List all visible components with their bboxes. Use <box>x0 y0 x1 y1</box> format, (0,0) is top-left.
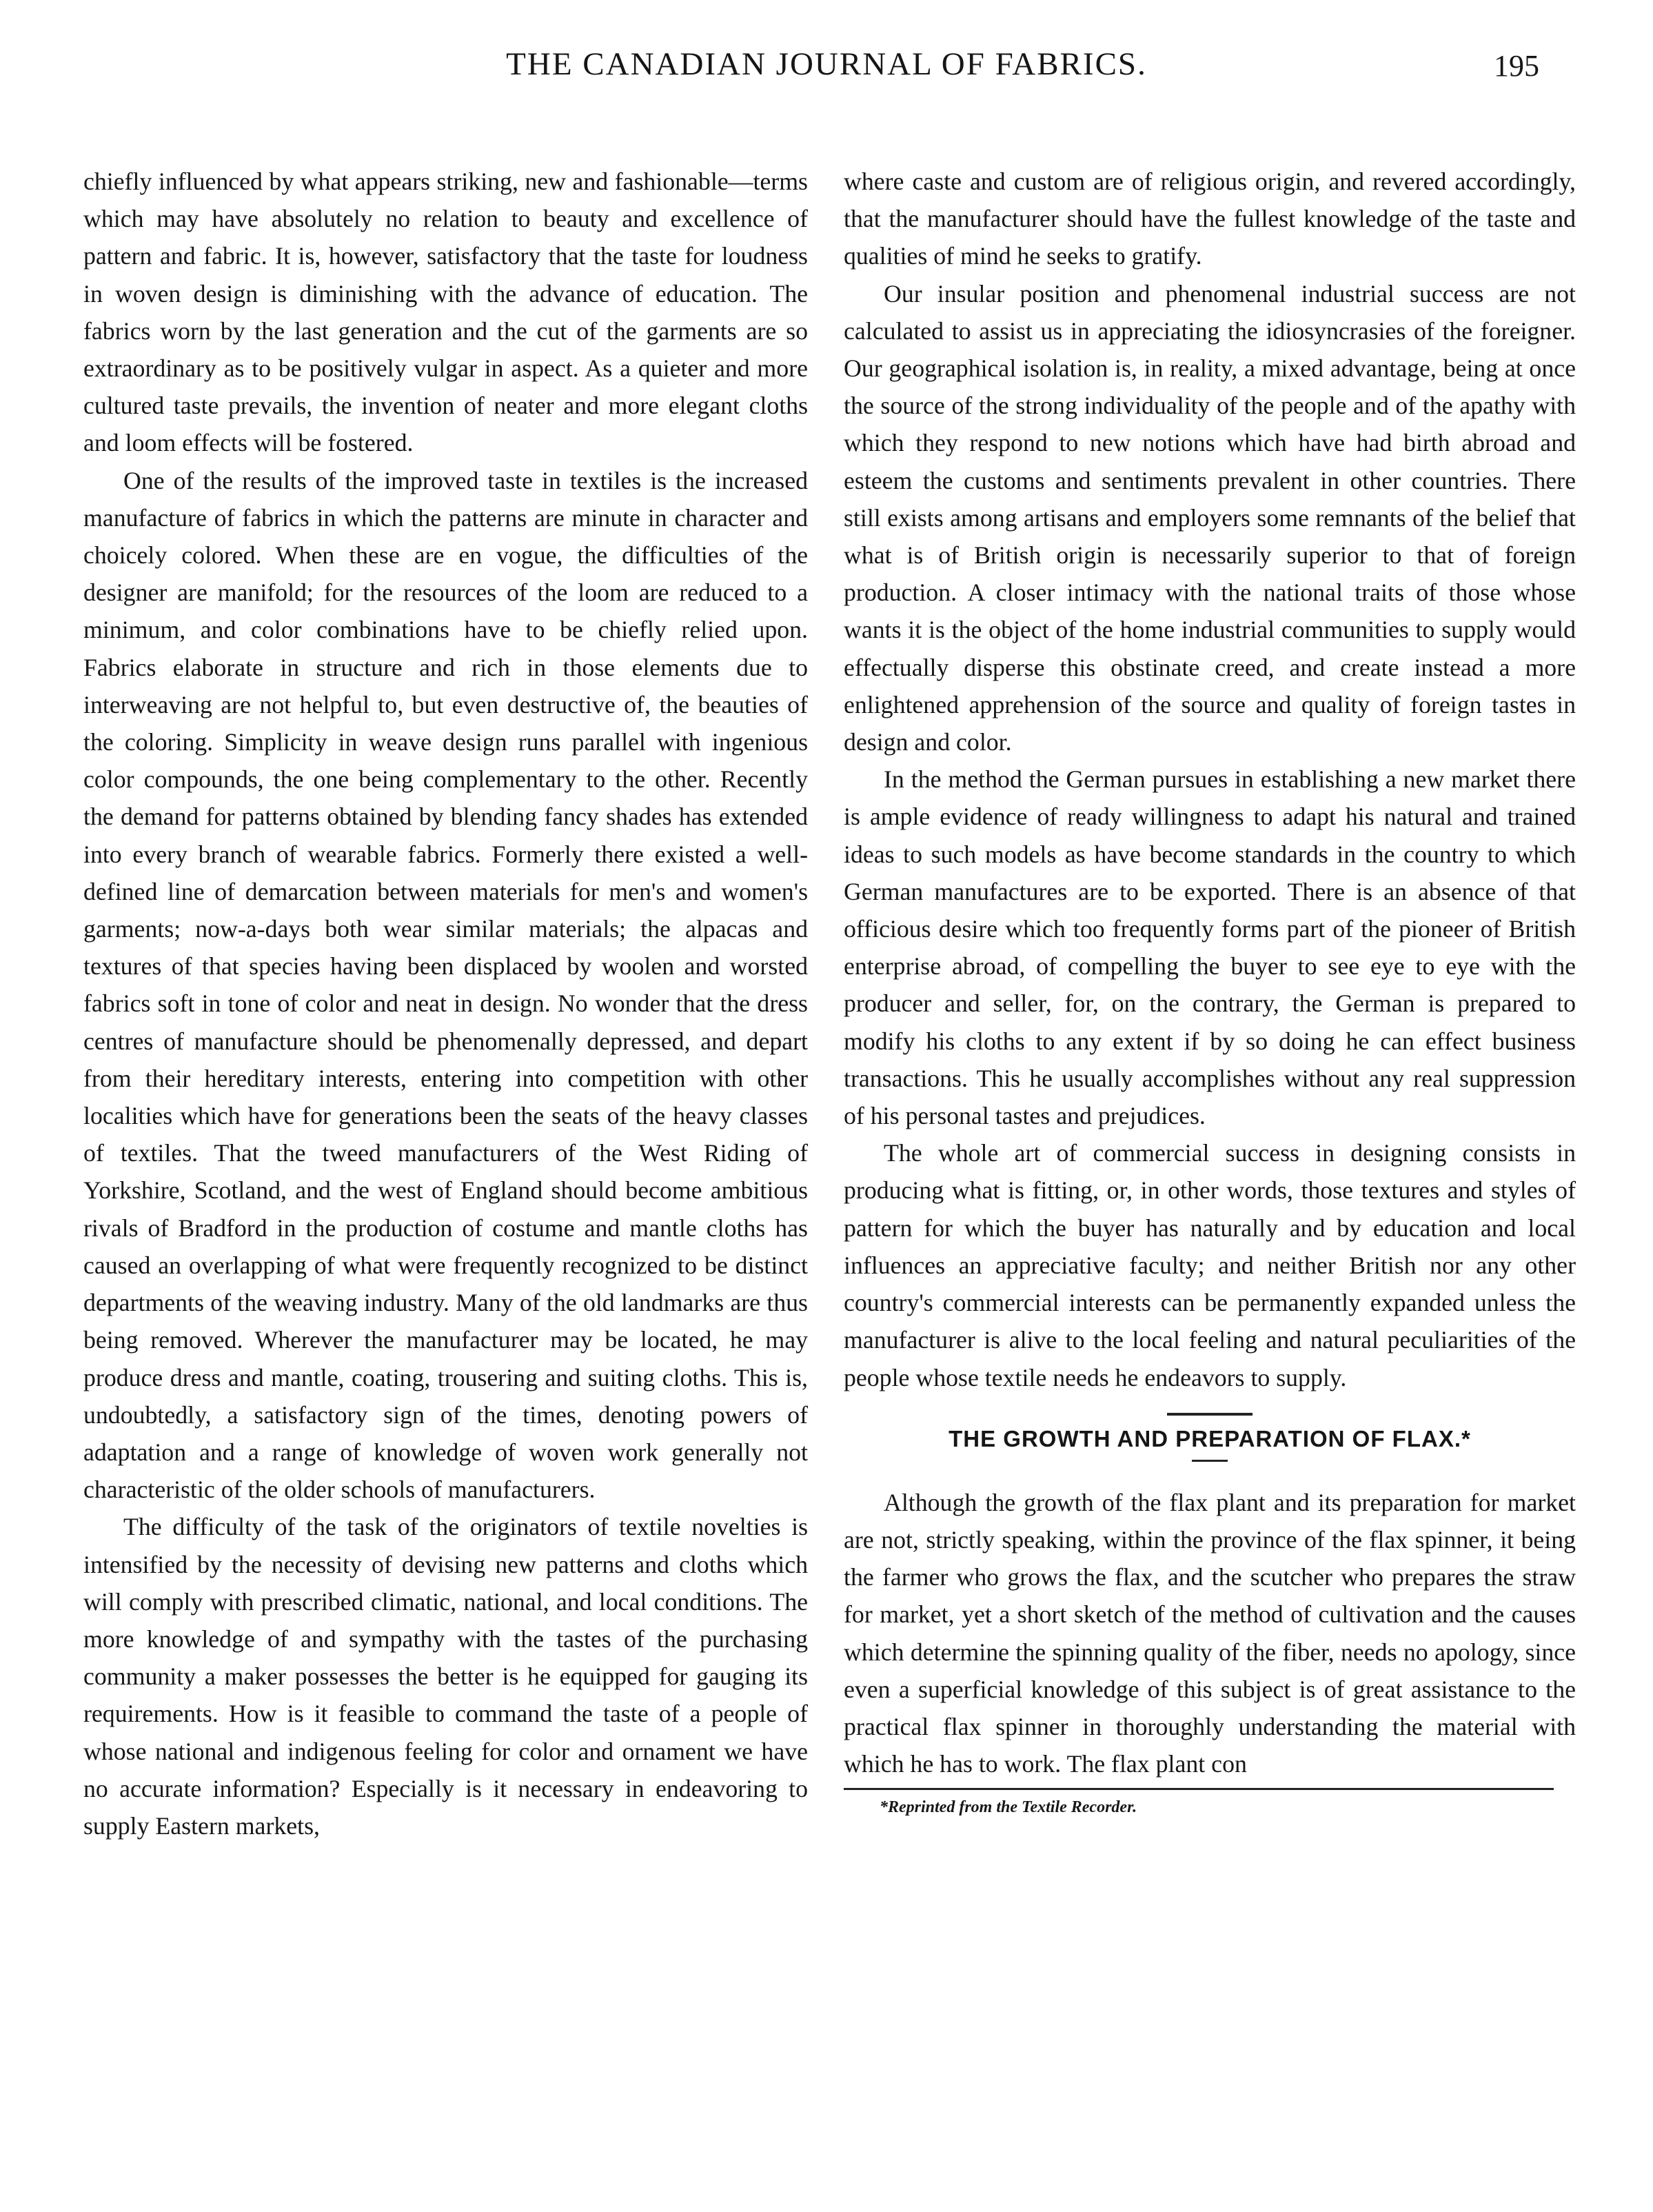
paragraph: where caste and custom are of religious origin, and revered accordingly, that the manufacturer should have the fullest knowledge of the taste and qualities of mind he seeks to gratify. <box>844 168 1576 270</box>
paragraph: chiefly influenced by what appears striking, new and fashionable—terms which may have absolutely no relation to beauty and excellence of pattern and fabric. It is, however, satisfactory that the taste for loudness in woven design is diminishing with the advance of education. The fabrics worn by the last generation and the cut of the garments are so extraordinary as to be positively vulgar in aspect. As a quieter and more cultured taste prevails, the invention of neater and more elegant cloths and loom effects will be fostered. <box>83 168 808 457</box>
footnote: *Reprinted from the Textile Recorder. <box>880 1798 1137 1817</box>
paragraph: In the method the German pursues in establishing a new market there is ample evidence of ready willingness to adapt his natural and trained ideas to such models as have become standards in the country to which German manufactures are to be exported. There is an absence of that officious desire which too frequently forms part of the pioneer of British enterprise abroad, of compelling the buyer to see eye to eye with the producer and seller, for, on the contrary, the German is prepared to modify his cloths to any extent if by so doing he can effect business transactions. This he usually accomplishes without any real suppression of his personal tastes and prejudices. <box>844 765 1576 1130</box>
running-title: THE CANADIAN JOURNAL OF FABRICS. <box>506 46 1147 82</box>
right-column <box>844 163 1576 1818</box>
page-number: 195 <box>1494 49 1539 83</box>
paragraph: Although the growth of the flax plant and its preparation for market are not, strictly speaking, within the province of the flax spinner, it being the farmer who grows the flax, and the scutcher who prepares the straw for market, yet a short sketch of the method of cultivation and the causes which determine the spinning quality of the fiber, needs no apology, since even a superficial knowledge of this subject is of great assistance to the practical flax spinner in thoroughly understanding the material with which he has to work. The flax plant con <box>844 1488 1576 1778</box>
section-divider <box>1167 1413 1253 1416</box>
section-title: THE GROWTH AND PREPARATION OF FLAX.* <box>949 1425 1471 1451</box>
footnote-rule <box>844 1788 1554 1790</box>
section-divider <box>1192 1460 1228 1462</box>
paragraph: The difficulty of the task of the originators of textile novelties is intensified by the necessity of devising new patterns and cloths which will comply with prescribed climatic, national, and local conditions. The more knowledge of and sympathy with the tastes of the purchasing community a maker possesses the better is he equipped for gauging its requirements. How is it feasible to command the taste of a people of whose national and indigenous feeling for color and ornament we have no accurate information? Especially is it necessary in endeavoring to supply Eastern markets, <box>83 1513 808 1840</box>
paragraph: One of the results of the improved taste in textiles is the increased manufacture of fabrics in which the patterns are minute in character and choicely colored. When these are en vogue, the difficulties of the designer are manifold; for the resources of the loom are reduced to a minimum, and color combinations have to be chiefly relied upon. Fabrics elaborate in structure and rich in those elements due to interweaving are not helpful to, but even destructive of, the beauties of the coloring. Simplicity in weave design runs parallel with ingenious color compounds, the one being complementary to the other. Recently the demand for patterns obtained by blending fancy shades has extended into every branch of wearable fabrics. Formerly there existed a well-defined line of demarcation between materials for men's and women's garments; now-a-days both wear similar materials; the alpacas and textures of that species having been displaced by woolen and worsted fabrics soft in tone of color and neat in design. No wonder that the dress centres of manufacture should be phenomenally depressed, and depart from their hereditary interests, entering into competition with other localities which have for generations been the seats of the heavy classes of textiles. That the tweed manufacturers of the West Riding of Yorkshire, Scotland, and the west of England should become ambitious rivals of Bradford in the production of costume and mantle cloths has caused an overlapping of what were frequently recognized to be distinct departments of the weaving industry. Many of the old landmarks are thus being removed. Wherever the manufacturer may be located, he may produce dress and mantle, coating, trousering and suiting cloths. This is, undoubtedly, a satisfactory sign of the times, denoting powers of adaptation and a range of knowledge of woven work generally not characteristic of the older schools of manufacturers. <box>83 466 808 1504</box>
left-column <box>83 163 808 1844</box>
paragraph: Our insular position and phenomenal industrial success are not calculated to assist us in appreciating the idiosyncrasies of the foreigner. Our geographical isolation is, in reality, a mixed advantage, being at once the source of the strong individuality of the people and of the apathy with which they respond to new notions which have had birth abroad and esteem the customs and sentiments prevalent in other countries. There still exists among artisans and employers some remnants of the belief that what is of British origin is necessarily superior to that of foreign production. A closer intimacy with the national traits of those whose wants it is the object of the home industrial communities to supply would effectually disperse this obstinate creed, and create instead a more enlightened apprehension of the source and quality of foreign tastes in design and color. <box>844 279 1576 756</box>
page-header <box>0 46 1653 108</box>
paragraph: The whole art of commercial success in designing consists in producing what is fitting, or, in other words, those textures and styles of pattern for which the buyer has naturally and by education and local influences an appreciative faculty; and neither British nor any other country's commercial interests can be permanently expanded unless the manufacturer is alive to the local feeling and natural peculiarities of the people whose textile needs he endeavors to supply. <box>844 1139 1576 1391</box>
